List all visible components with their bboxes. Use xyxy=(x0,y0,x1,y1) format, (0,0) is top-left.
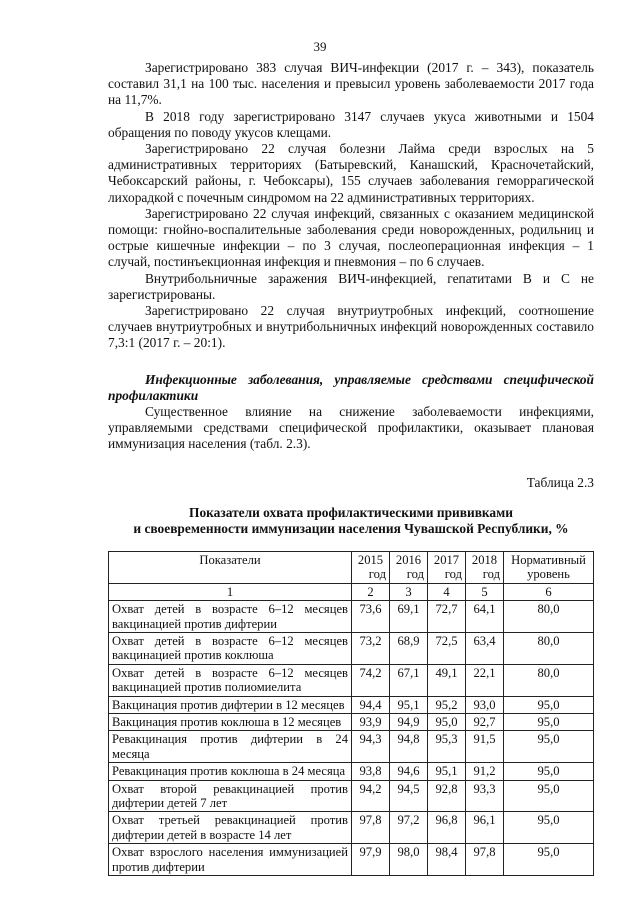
header-2017: 2017 год xyxy=(428,551,466,583)
value-2018: 96,1 xyxy=(466,812,504,844)
value-2015: 73,6 xyxy=(352,601,390,633)
value-2018: 22,1 xyxy=(466,664,504,696)
value-2016: 69,1 xyxy=(390,601,428,633)
row-indicator: Охват второй ревакцинацией против дифтерии детей 7 лет xyxy=(109,780,352,812)
table-title xyxy=(108,505,594,537)
index-cell: 5 xyxy=(466,583,504,600)
table-row xyxy=(109,812,594,844)
value-2016: 97,2 xyxy=(390,812,428,844)
value-2017: 98,4 xyxy=(428,844,466,876)
value-2016: 95,1 xyxy=(390,696,428,713)
value-2018: 93,0 xyxy=(466,696,504,713)
value-2015: 94,4 xyxy=(352,696,390,713)
value-norm: 95,0 xyxy=(504,763,594,780)
index-cell: 4 xyxy=(428,583,466,600)
value-2016: 98,0 xyxy=(390,844,428,876)
value-2018: 93,3 xyxy=(466,780,504,812)
value-2015: 97,9 xyxy=(352,844,390,876)
value-2015: 73,2 xyxy=(352,632,390,664)
value-norm: 80,0 xyxy=(504,664,594,696)
table-label: Таблица 2.3 xyxy=(526,474,594,490)
value-2017: 95,3 xyxy=(428,731,466,763)
table-row xyxy=(109,664,594,696)
value-norm: 80,0 xyxy=(504,601,594,633)
row-indicator: Ревакцинация против дифтерии в 24 месяца xyxy=(109,731,352,763)
value-2018: 92,7 xyxy=(466,713,504,730)
value-2015: 94,2 xyxy=(352,780,390,812)
paragraph-lyme: Зарегистрировано 22 случая болезни Лайма среди взрослых на 5 административных территориях (Батыревский, Канашский, Красночетайский, Чебоксарский районы, г. Чебоксары), 155 случаев заболевания геморрагической лихорадкой с почечным синдромом на 22 административных территориях. xyxy=(108,141,594,205)
value-2015: 94,3 xyxy=(352,731,390,763)
header-2015: 2015 год xyxy=(352,551,390,583)
value-2017: 72,5 xyxy=(428,632,466,664)
value-norm: 80,0 xyxy=(504,632,594,664)
row-indicator: Вакцинация против коклюша в 12 месяцев xyxy=(109,713,352,730)
section-heading: Инфекционные заболевания, управляемые средствами специфической профилактики xyxy=(108,371,594,403)
table-row xyxy=(109,713,594,730)
row-indicator: Ревакцинация против коклюша в 24 месяца xyxy=(109,763,352,780)
value-2017: 95,2 xyxy=(428,696,466,713)
page-number: 39 xyxy=(313,39,327,54)
value-2015: 74,2 xyxy=(352,664,390,696)
value-norm: 95,0 xyxy=(504,713,594,730)
paragraph-nosocomial: Внутрибольничные заражения ВИЧ-инфекцией, гепатитами В и С не зарегистрированы. xyxy=(108,270,594,302)
table-title-line-1: Показатели охвата профилактическими прививками xyxy=(189,504,513,520)
header-2016: 2016 год xyxy=(390,551,428,583)
header-norm: Нормативный уровень xyxy=(504,551,594,583)
value-2015: 97,8 xyxy=(352,812,390,844)
row-indicator: Охват третьей ревакцинацией против дифтерии детей в возрасте 14 лет xyxy=(109,812,352,844)
table-row xyxy=(109,601,594,633)
table-row xyxy=(109,696,594,713)
table-title-line-2: и своевременности иммунизации населения Чувашской Республики, % xyxy=(133,520,569,536)
table-row xyxy=(109,731,594,763)
value-2017: 92,8 xyxy=(428,780,466,812)
value-norm: 95,0 xyxy=(504,731,594,763)
header-2018: 2018 год xyxy=(466,551,504,583)
value-2016: 94,6 xyxy=(390,763,428,780)
value-norm: 95,0 xyxy=(504,812,594,844)
value-2017: 95,0 xyxy=(428,713,466,730)
value-2018: 97,8 xyxy=(466,844,504,876)
paragraph-healthcare-infections: Зарегистрировано 22 случая инфекций, связанных с оказанием медицинской помощи: гнойно-воспалительные заболевания среди новорожденных, родильниц и острые кишечные инфекции – по 3 случая, послеоперационная инфекция – 1 случай, постинъекционная инфекция и пневмония – по 6 случаев. xyxy=(108,205,594,270)
value-2017: 96,8 xyxy=(428,812,466,844)
table-index-row xyxy=(109,583,594,600)
value-norm: 95,0 xyxy=(504,844,594,876)
table-row xyxy=(109,632,594,664)
table-row xyxy=(109,780,594,812)
section-text: Существенное влияние на снижение заболеваемости инфекциями, управляемыми средствами специфической профилактики, оказывает плановая иммунизация населения (табл. 2.3). xyxy=(108,404,594,452)
value-2017: 72,7 xyxy=(428,601,466,633)
value-norm: 95,0 xyxy=(504,696,594,713)
value-2018: 63,4 xyxy=(466,632,504,664)
table-header-row xyxy=(109,551,594,583)
immunization-table xyxy=(108,551,594,876)
value-2016: 94,8 xyxy=(390,731,428,763)
table-row xyxy=(109,844,594,876)
page-body xyxy=(108,60,594,876)
paragraph-bites: В 2018 году зарегистрировано 3147 случаев укуса животными и 1504 обращения по поводу укусов клещами. xyxy=(108,108,594,140)
value-2015: 93,9 xyxy=(352,713,390,730)
paragraph-intrauterine: Зарегистрировано 22 случая внутриутробных инфекций, соотношение случаев внутриутробных и внутрибольничных инфекций новорожденных составило 7,3:1 (2017 г. – 20:1). xyxy=(108,303,594,351)
value-2018: 91,2 xyxy=(466,763,504,780)
value-2016: 67,1 xyxy=(390,664,428,696)
value-2016: 68,9 xyxy=(390,632,428,664)
value-2016: 94,5 xyxy=(390,780,428,812)
row-indicator: Вакцинация против дифтерии в 12 месяцев xyxy=(109,696,352,713)
index-cell: 3 xyxy=(390,583,428,600)
value-2017: 49,1 xyxy=(428,664,466,696)
value-norm: 95,0 xyxy=(504,780,594,812)
row-indicator: Охват детей в возрасте 6–12 месяцев вакцинацией против дифтерии xyxy=(109,601,352,633)
index-cell: 2 xyxy=(352,583,390,600)
row-indicator: Охват детей в возрасте 6–12 месяцев вакцинацией против коклюша xyxy=(109,632,352,664)
header-indicator: Показатели xyxy=(109,551,352,583)
value-2018: 64,1 xyxy=(466,601,504,633)
value-2017: 95,1 xyxy=(428,763,466,780)
table-row xyxy=(109,763,594,780)
index-cell: 6 xyxy=(504,583,594,600)
value-2015: 93,8 xyxy=(352,763,390,780)
value-2018: 91,5 xyxy=(466,731,504,763)
index-cell: 1 xyxy=(109,583,352,600)
row-indicator: Охват взрослого населения иммунизацией против дифтерии xyxy=(109,844,352,876)
row-indicator: Охват детей в возрасте 6–12 месяцев вакцинацией против полиомиелита xyxy=(109,664,352,696)
paragraph-hiv: Зарегистрировано 383 случая ВИЧ-инфекции (2017 г. – 343), показатель составил 31,1 на 100 тыс. населения и превысил уровень заболеваемости 2017 года на 11,7%. xyxy=(108,60,594,108)
value-2016: 94,9 xyxy=(390,713,428,730)
